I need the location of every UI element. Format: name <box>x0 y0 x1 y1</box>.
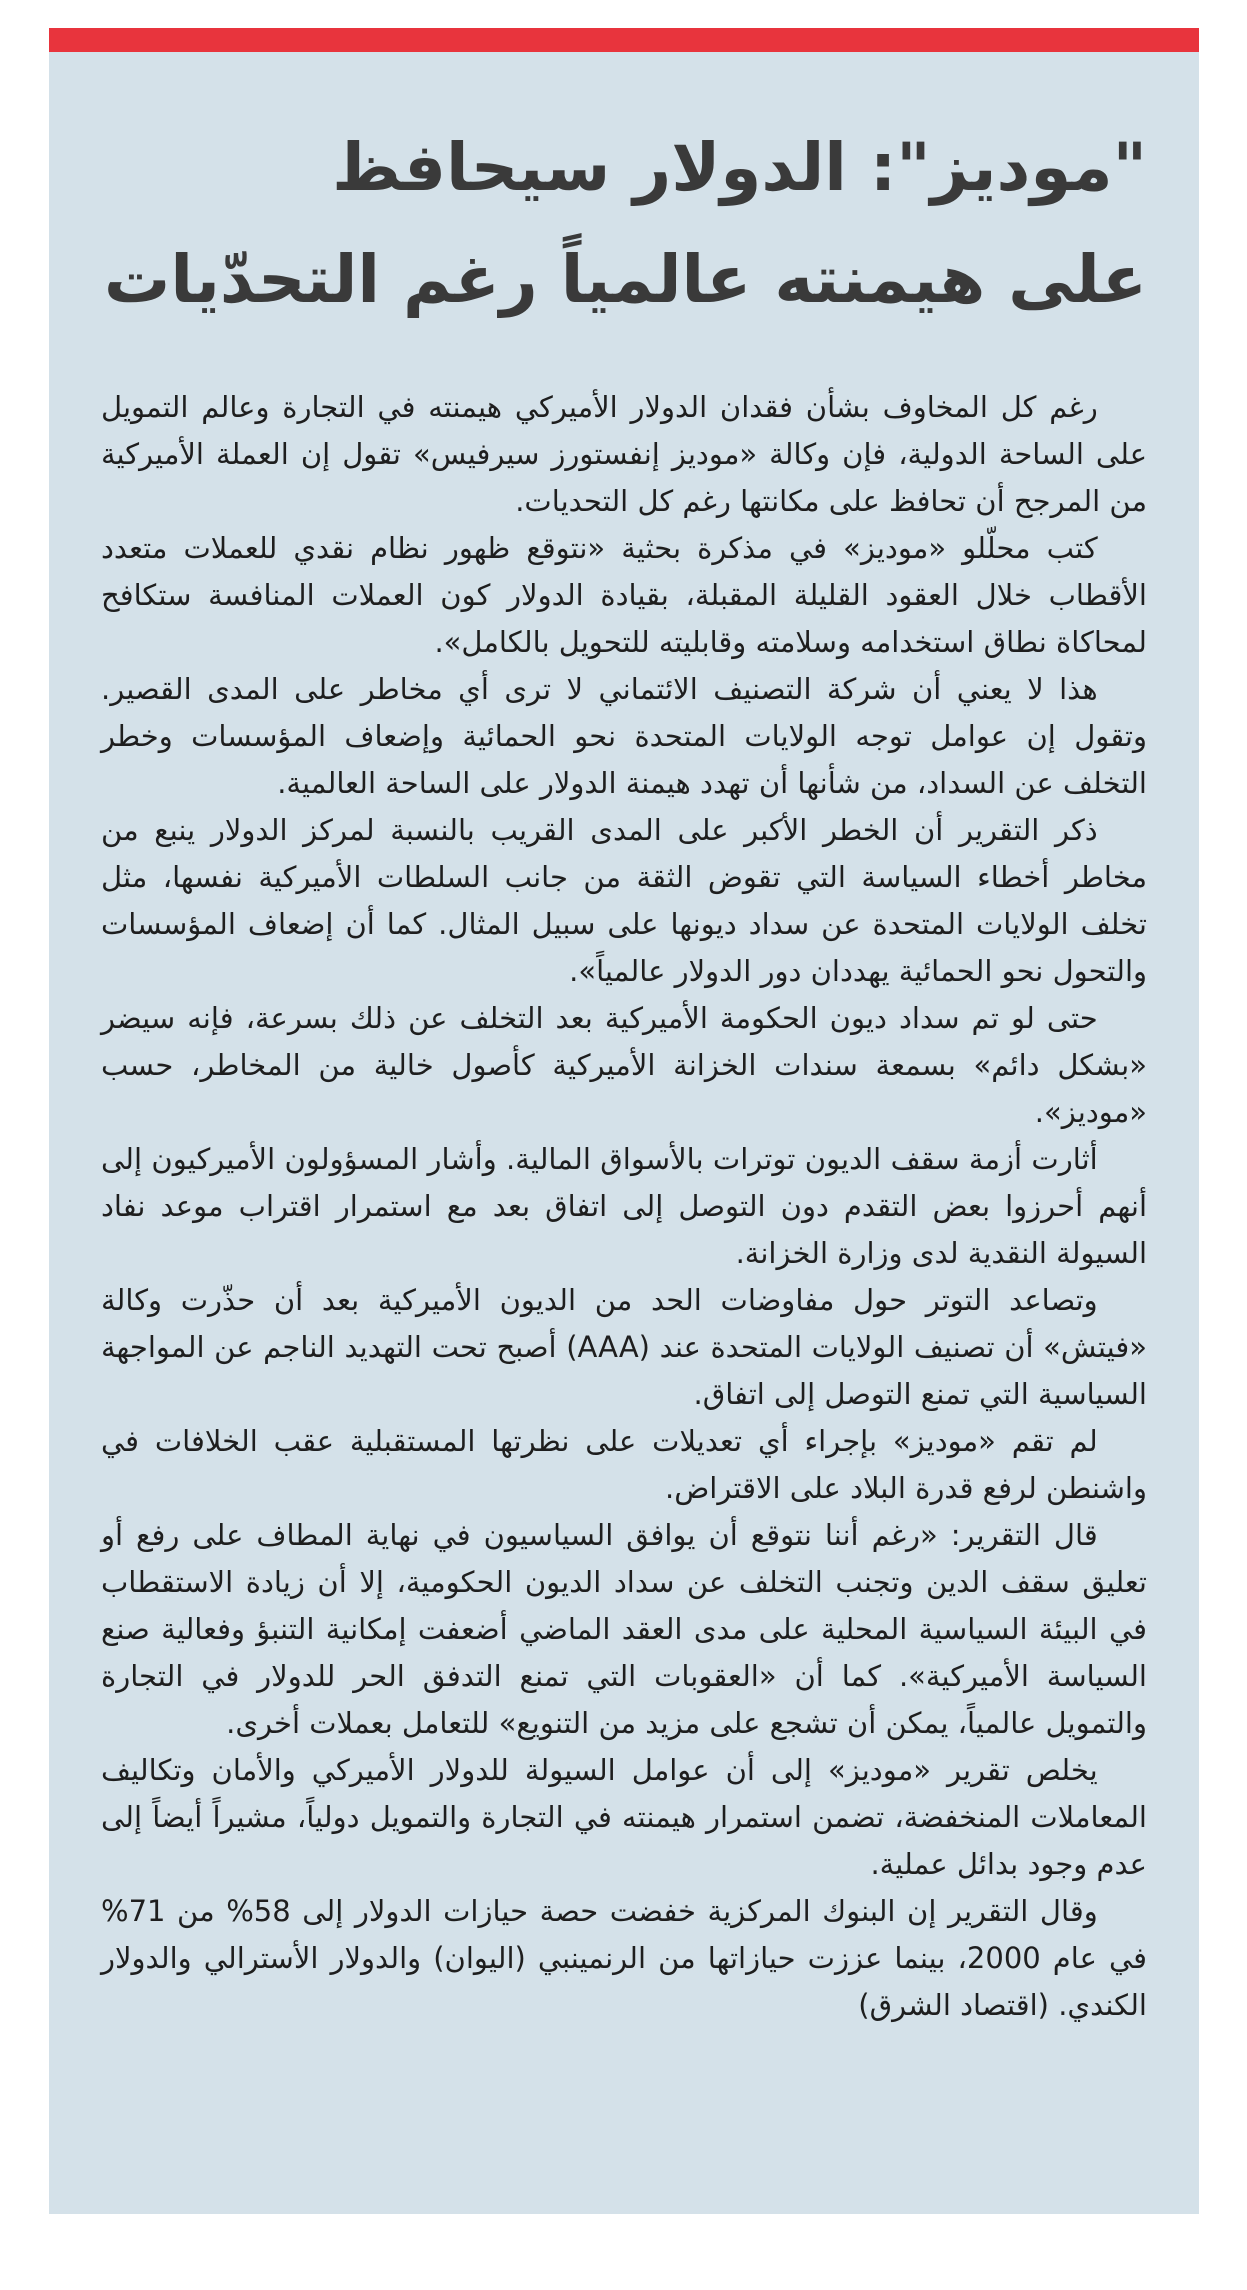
article-headline <box>101 112 1147 336</box>
top-accent-bar <box>49 28 1199 52</box>
article-paragraph: ذكر التقرير أن الخطر الأكبر على المدى القريب بالنسبة لمركز الدولار ينبع من مخاطر أخطاء السياسة التي تقوض الثقة من جانب السلطات الأميركية نفسها، مثل تخلف الولايات المتحدة عن سداد ديونها على سبيل المثال. كما أن إضعاف المؤسسات والتحول نحو الحمائية يهددان دور الدولار عالمياً». <box>101 813 1147 988</box>
article-paragraph: قال التقرير: «رغم أننا نتوقع أن يوافق السياسيون في نهاية المطاف على رفع أو تعليق سقف الدين وتجنب التخلف عن سداد الديون الحكومية، إلا أن زيادة الاستقطاب في البيئة السياسية المحلية على مدى العقد الماضي أضعفت إمكانية التنبؤ وفعالية صنع السياسة الأميركية». كما أن «العقوبات التي تمنع التدفق الحر للدولار في التجارة والتمويل عالمياً، يمكن أن تشجع على مزيد من التنويع» للتعامل بعملات أخرى. <box>101 1518 1147 1740</box>
article-paragraph: وتصاعد التوتر حول مفاوضات الحد من الديون الأميركية بعد أن حذّرت وكالة «فيتش» أن تصنيف الولايات المتحدة عند (AAA) أصبح تحت التهديد الناجم عن المواجهة السياسية التي تمنع التوصل إلى اتفاق. <box>101 1283 1147 1411</box>
article-paragraph: أثارت أزمة سقف الديون توترات بالأسواق المالية. وأشار المسؤولون الأميركيون إلى أنهم أحرزوا بعض التقدم دون التوصل إلى اتفاق بعد مع استمرار اقتراب موعد نفاد السيولة النقدية لدى وزارة الخزانة. <box>101 1142 1147 1270</box>
headline-line-2: على هيمنته عالمياً رغم التحدّيات <box>104 241 1147 318</box>
article-paragraph: هذا لا يعني أن شركة التصنيف الائتماني لا ترى أي مخاطر على المدى القصير. وتقول إن عوامل توجه الولايات المتحدة نحو الحمائية وإضعاف المؤسسات وخطر التخلف عن السداد، من شأنها أن تهدد هيمنة الدولار على الساحة العالمية. <box>101 672 1147 800</box>
article-paragraph: حتى لو تم سداد ديون الحكومة الأميركية بعد التخلف عن ذلك بسرعة، فإنه سيضر «بشكل دائم» بسمعة سندات الخزانة الأميركية كأصول خالية من المخاطر، حسب «موديز». <box>101 1001 1147 1129</box>
article-panel <box>49 52 1199 2214</box>
article-paragraph: رغم كل المخاوف بشأن فقدان الدولار الأميركي هيمنته في التجارة وعالم التمويل على الساحة الدولية، فإن وكالة «موديز إنفستورز سيرفيس» تقول إن العملة الأميركية من المرجح أن تحافظ على مكانتها رغم كل التحديات. <box>101 390 1147 518</box>
article-paragraph: لم تقم «موديز» بإجراء أي تعديلات على نظرتها المستقبلية عقب الخلافات في واشنطن لرفع قدرة البلاد على الاقتراض. <box>101 1424 1147 1505</box>
article-paragraph: وقال التقرير إن البنوك المركزية خفضت حصة حيازات الدولار إلى 58% من 71% في عام 2000، بينما عززت حيازاتها من الرنمينبي (اليوان) والدولار الأسترالي والدولار الكندي. (اقتصاد الشرق) <box>101 1894 1147 2022</box>
article-body <box>101 384 1147 2029</box>
article-paragraph: يخلص تقرير «موديز» إلى أن عوامل السيولة للدولار الأميركي والأمان وتكاليف المعاملات المنخفضة، تضمن استمرار هيمنته في التجارة والتمويل دولياً، مشيراً أيضاً إلى عدم وجود بدائل عملية. <box>101 1753 1147 1881</box>
headline-line-1: "موديز": الدولار سيحافظ <box>332 129 1147 206</box>
article-paragraph: كتب محلّلو «موديز» في مذكرة بحثية «نتوقع ظهور نظام نقدي للعملات متعدد الأقطاب خلال العقود القليلة المقبلة، بقيادة الدولار كون العملات المنافسة ستكافح لمحاكاة نطاق استخدامه وسلامته وقابليته للتحويل بالكامل». <box>101 531 1147 659</box>
